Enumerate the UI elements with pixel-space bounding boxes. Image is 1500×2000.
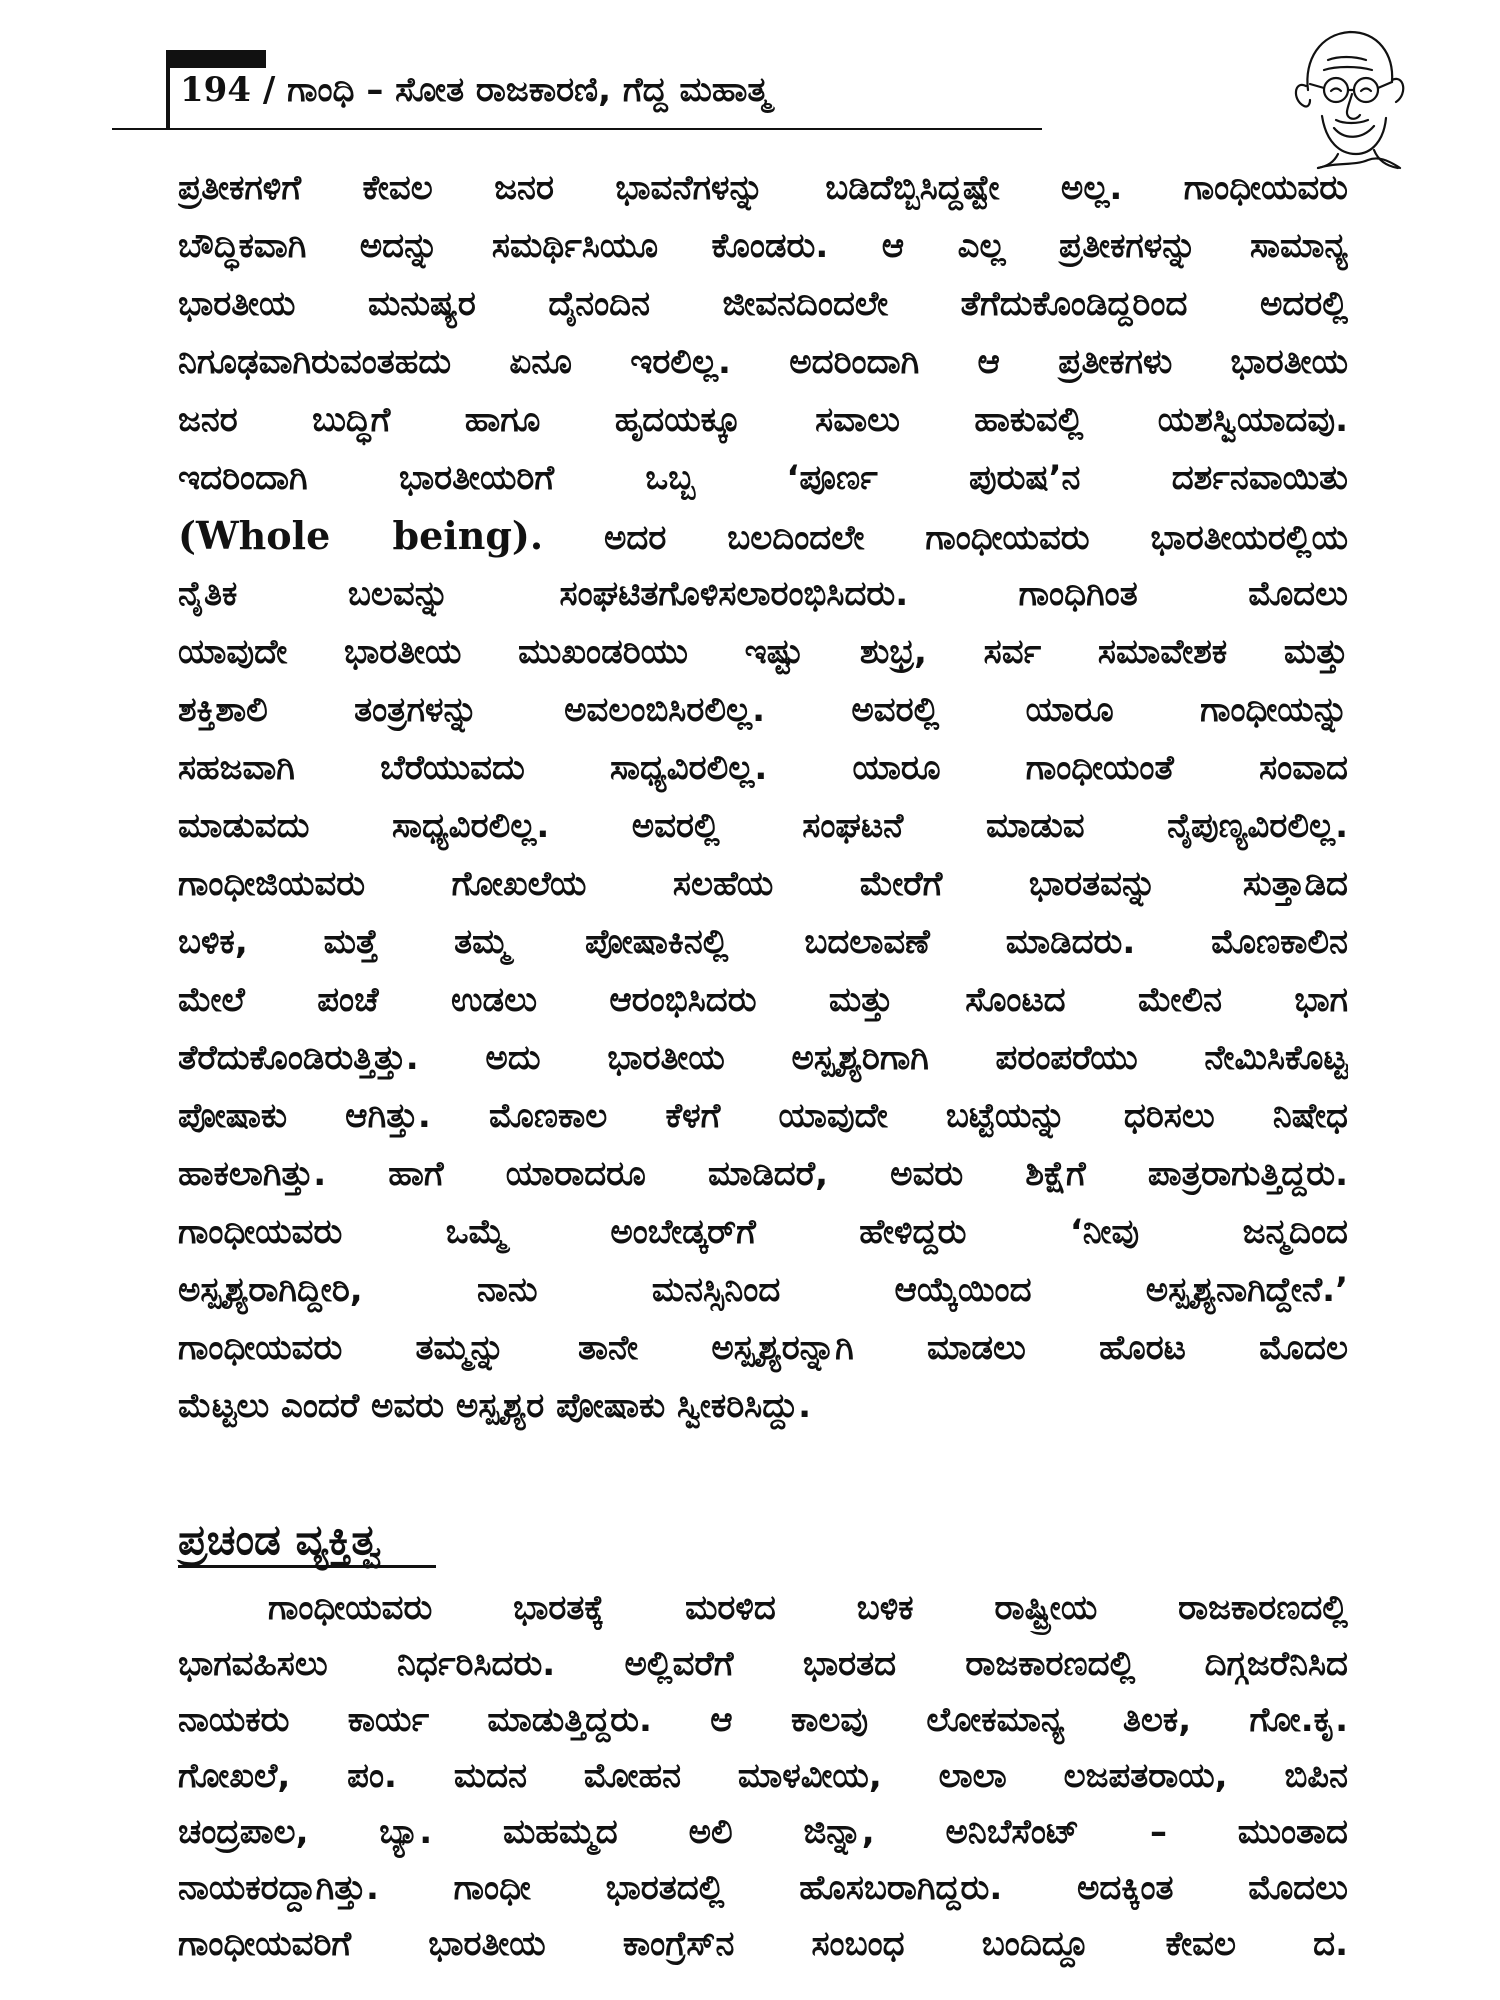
- text-line: ಇದರಿಂದಾಗಿ ಭಾರತೀಯರಿಗೆ ಒಬ್ಬ ‘ಪೂರ್ಣ ಪುರುಷ’ನ ದರ್ಶನವಾಯಿತು: [178, 458, 1348, 498]
- text-line: ನಾಯಕರದ್ದಾಗಿತ್ತು. ಗಾಂಧೀ ಭಾರತದಲ್ಲಿ ಹೊಸಬರಾಗಿದ್ದರು. ಅದಕ್ಕಿಂತ ಮೊದಲು: [178, 1868, 1348, 1908]
- text-line-rest: ಅದರ ಬಲದಿಂದಲೇ ಗಾಂಧೀಯವರು ಭಾರತೀಯರಲ್ಲಿಯ: [604, 518, 1348, 558]
- text-line: ಭಾರತೀಯ ಮನುಷ್ಯರ ದೈನಂದಿನ ಜೀವನದಿಂದಲೇ ತೆಗೆದುಕೊಂಡಿದ್ದರಿಂದ ಅದರಲ್ಲಿ: [178, 284, 1348, 324]
- text-line: ನಿಗೂಢವಾಗಿರುವಂತಹದು ಏನೂ ಇರಲಿಲ್ಲ. ಅದರಿಂದಾಗಿ ಆ ಪ್ರತೀಕಗಳು ಭಾರತೀಯ: [178, 342, 1348, 382]
- text-line: ನೈತಿಕ ಬಲವನ್ನು ಸಂಘಟಿತಗೊಳಿಸಲಾರಂಭಿಸಿದರು. ಗಾಂಧಿಗಿಂತ ಮೊದಲು: [178, 574, 1348, 614]
- text-line: ತೆರೆದುಕೊಂಡಿರುತ್ತಿತ್ತು. ಅದು ಭಾರತೀಯ ಅಸ್ಪೃಶ್ಯರಿಗಾಗಿ ಪರಂಪರೆಯು ನೇಮಿಸಿಕೊಟ್ಟ: [178, 1038, 1348, 1078]
- gandhi-portrait-icon: [1278, 20, 1416, 170]
- section-heading: ಪ್ರಚಂಡ ವ್ಯಕ್ತಿತ್ವ: [178, 1515, 382, 1564]
- running-header: [180, 70, 770, 110]
- text-line: ಶಕ್ತಿಶಾಲಿ ತಂತ್ರಗಳನ್ನು ಅವಲಂಬಿಸಿರಲಿಲ್ಲ. ಅವರಲ್ಲಿ ಯಾರೂ ಗಾಂಧೀಯನ್ನು: [178, 690, 1348, 730]
- text-line: ಯಾವುದೇ ಭಾರತೀಯ ಮುಖಂಡರಿಯು ಇಷ್ಟು ಶುಭ್ರ, ಸರ್ವ ಸಮಾವೇಶಕ ಮತ್ತು: [178, 632, 1348, 672]
- text-line: ಗಾಂಧೀಯವರಿಗೆ ಭಾರತೀಯ ಕಾಂಗ್ರೆಸ್‌ನ ಸಂಬಂಧ ಬಂದಿದ್ದೂ ಕೇವಲ ದ.: [178, 1924, 1348, 1964]
- text-line: ನಾಯಕರು ಕಾರ್ಯ ಮಾಡುತ್ತಿದ್ದರು. ಆ ಕಾಲವು ಲೋಕಮಾನ್ಯ ತಿಲಕ, ಗೋ.ಕೃ.: [178, 1700, 1348, 1740]
- english-phrase: (Whole being).: [178, 513, 544, 558]
- text-line: ಗಾಂಧೀಯವರು ತಮ್ಮನ್ನು ತಾನೇ ಅಸ್ಪೃಶ್ಯರನ್ನಾಗಿ ಮಾಡಲು ಹೊರಟ ಮೊದಲ: [178, 1328, 1348, 1368]
- text-line: ಭಾಗವಹಿಸಲು ನಿರ್ಧರಿಸಿದರು. ಅಲ್ಲಿವರೆಗೆ ಭಾರತದ ರಾಜಕಾರಣದಲ್ಲಿ ದಿಗ್ಗಜರೆನಿಸಿದ: [178, 1644, 1348, 1684]
- text-line: ಗಾಂಧೀಯವರು ಒಮ್ಮೆ ಅಂಬೇಡ್ಕರ್‌ಗೆ ಹೇಳಿದ್ದರು ‘ನೀವು ಜನ್ಮದಿಂದ: [178, 1212, 1348, 1252]
- text-line: ಚಂದ್ರಪಾಲ, ಬ್ಯಾ. ಮಹಮ್ಮದ ಅಲಿ ಜಿನ್ನಾ, ಅನಿಬೆಸೆಂಟ್ – ಮುಂತಾದ: [178, 1812, 1348, 1852]
- running-title: / ಗಾಂಧಿ – ಸೋತ ರಾಜಕಾರಣಿ, ಗೆದ್ದ ಮಹಾತ್ಮ: [262, 70, 771, 110]
- text-line: ಪ್ರತೀಕಗಳಿಗೆ ಕೇವಲ ಜನರ ಭಾವನೆಗಳನ್ನು ಬಡಿದೆಬ್ಬಿಸಿದ್ದಷ್ಟೇ ಅಲ್ಲ. ಗಾಂಧೀಯವರು: [178, 168, 1348, 208]
- text-line: ಬೌದ್ಧಿಕವಾಗಿ ಅದನ್ನು ಸಮರ್ಥಿಸಿಯೂ ಕೊಂಡರು. ಆ ಎಲ್ಲ ಪ್ರತೀಕಗಳನ್ನು ಸಾಮಾನ್ಯ: [178, 226, 1348, 266]
- text-line: ಗಾಂಧೀಯವರು ಭಾರತಕ್ಕೆ ಮರಳಿದ ಬಳಿಕ ರಾಷ್ಟ್ರೀಯ ರಾಜಕಾರಣದಲ್ಲಿ: [268, 1588, 1348, 1628]
- text-line: ಗಾಂಧೀಜಿಯವರು ಗೋಖಲೆಯ ಸಲಹೆಯ ಮೇರೆಗೆ ಭಾರತವನ್ನು ಸುತ್ತಾಡಿದ: [178, 864, 1348, 904]
- text-line: ಬಳಿಕ, ಮತ್ತೆ ತಮ್ಮ ಪೋಷಾಕಿನಲ್ಲಿ ಬದಲಾವಣೆ ಮಾಡಿದರು. ಮೊಣಕಾಲಿನ: [178, 922, 1348, 962]
- text-line: ಪೋಷಾಕು ಆಗಿತ್ತು. ಮೊಣಕಾಲ ಕೆಳಗೆ ಯಾವುದೇ ಬಟ್ಟೆಯನ್ನು ಧರಿಸಲು ನಿಷೇಧ: [178, 1096, 1348, 1136]
- header-vertical-rule: [166, 50, 170, 128]
- text-line: ಮಾಡುವದು ಸಾಧ್ಯವಿರಲಿಲ್ಲ. ಅವರಲ್ಲಿ ಸಂಘಟನೆ ಮಾಡುವ ನೈಪುಣ್ಯವಿರಲಿಲ್ಲ.: [178, 806, 1348, 846]
- text-line: ಮೆಟ್ಟಲು ಎಂದರೆ ಅವರು ಅಸ್ಪೃಶ್ಯರ ಪೋಷಾಕು ಸ್ವೀಕರಿಸಿದ್ದು.: [178, 1386, 811, 1426]
- text-line: ಅಸ್ಪೃಶ್ಯರಾಗಿದ್ದೀರಿ, ನಾನು ಮನಸ್ಸಿನಿಂದ ಆಯ್ಕೆಯಿಂದ ಅಸ್ಪೃಶ್ಯನಾಗಿದ್ದೇನೆ.’: [178, 1270, 1348, 1310]
- text-line: ಗೋಖಲೆ, ಪಂ. ಮದನ ಮೋಹನ ಮಾಳವೀಯ, ಲಾಲಾ ಲಜಪತರಾಯ, ಬಿಪಿನ: [178, 1756, 1348, 1796]
- text-line: ಮೇಲೆ ಪಂಚೆ ಉಡಲು ಆರಂಭಿಸಿದರು ಮತ್ತು ಸೊಂಟದ ಮೇಲಿನ ಭಾಗ: [178, 980, 1348, 1020]
- header-black-bar: [168, 50, 266, 68]
- text-line: ಸಹಜವಾಗಿ ಬೆರೆಯುವದು ಸಾಧ್ಯವಿರಲಿಲ್ಲ. ಯಾರೂ ಗಾಂಧೀಯಂತೆ ಸಂವಾದ: [178, 748, 1348, 788]
- text-line: ಜನರ ಬುದ್ಧಿಗೆ ಹಾಗೂ ಹೃದಯಕ್ಕೂ ಸವಾಲು ಹಾಕುವಲ್ಲಿ ಯಶಸ್ವಿಯಾದವು.: [178, 400, 1348, 440]
- header-underline: [112, 128, 1042, 130]
- section-heading-underline: [178, 1565, 436, 1568]
- text-line: ಹಾಕಲಾಗಿತ್ತು. ಹಾಗೆ ಯಾರಾದರೂ ಮಾಡಿದರೆ, ಅವರು ಶಿಕ್ಷೆಗೆ ಪಾತ್ರರಾಗುತ್ತಿದ್ದರು.: [178, 1154, 1348, 1194]
- text-line-mixed: [178, 508, 1348, 564]
- page-number: 194: [180, 70, 251, 110]
